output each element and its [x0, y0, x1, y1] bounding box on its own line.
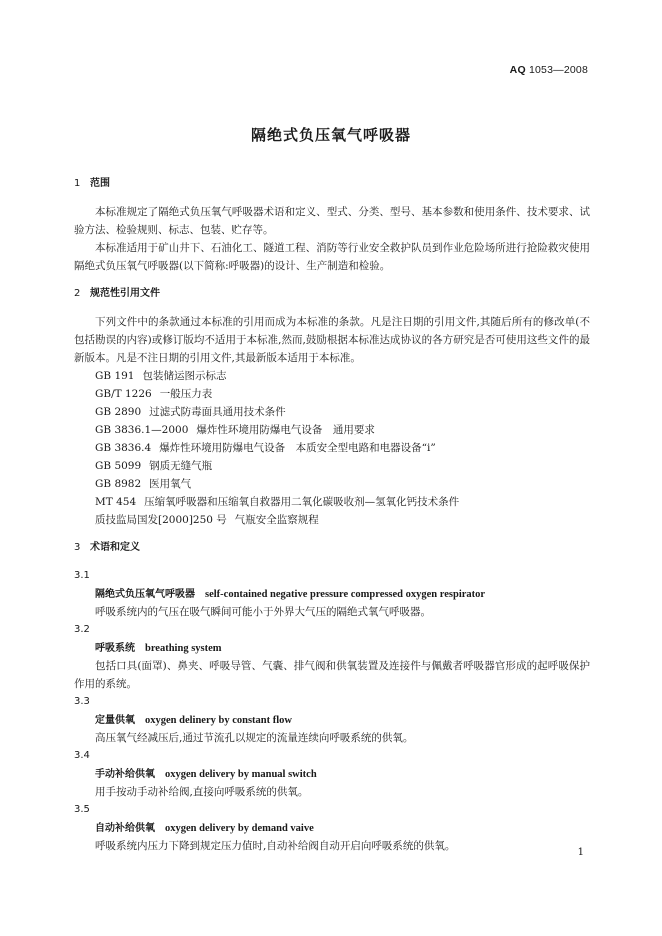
reference-title: 压缩氧呼吸器和压缩氧自救器用二氧化碳吸收剂—氢氧化钙技术条件 [144, 496, 460, 508]
section-number: 2 [74, 288, 81, 299]
standard-year: 2008 [563, 64, 588, 76]
term-zh: 隔绝式负压氧气呼吸器 [95, 589, 195, 600]
reference-code: GB 8982 [95, 478, 142, 490]
reference-item [74, 511, 590, 529]
term-definition: 呼吸系统内的气压在吸气瞬间可能小于外界大气压的隔绝式氧气呼吸器。 [95, 606, 431, 618]
term-en: self-contained negative pressure compressed oxygen respirator [205, 589, 486, 600]
reference-code: GB 5099 [95, 460, 142, 472]
term-zh: 呼吸系统 [95, 643, 135, 654]
term-title [74, 711, 590, 729]
reference-title: 一般压力表 [159, 388, 213, 400]
term-number: 3.3 [74, 696, 90, 707]
reference-item [74, 457, 590, 475]
reference-code: MT 454 [95, 496, 137, 508]
term-definition: 呼吸系统内压力下降到规定压力值时,自动补给阀自动开启向呼吸系统的供氧。 [95, 840, 456, 852]
standard-prefix: AQ [509, 64, 526, 76]
term-zh: 手动补给供氧 [95, 769, 155, 780]
reference-code: GB 3836.1—2000 [95, 424, 189, 436]
term-title [74, 585, 590, 603]
reference-title: 包装储运图示标志 [142, 370, 227, 382]
section-title: 规范性引用文件 [90, 288, 160, 299]
term-title [74, 639, 590, 657]
reference-code: GB 3836.4 [95, 442, 152, 454]
term-definition: 高压氧气经减压后,通过节流孔以规定的流量连续向呼吸系统的供氧。 [95, 732, 414, 744]
reference-code: GB/T 1226 [95, 388, 152, 400]
reference-item [74, 475, 590, 493]
scope-paragraph-1: 本标准规定了隔绝式负压氧气呼吸器术语和定义、型式、分类、型号、基本参数和使用条件、技术要求、试验方法、检验规则、标志、包装、贮存等。 [74, 206, 590, 236]
term-en: breathing system [145, 643, 222, 654]
term-en: oxygen delivery by manual switch [165, 769, 317, 780]
section-number: 1 [74, 178, 81, 189]
standard-dash: — [553, 64, 564, 76]
term-title [74, 765, 590, 783]
reference-code: GB 2890 [95, 406, 142, 418]
references-intro: 下列文件中的条款通过本标准的引用而成为本标准的条款。凡是注日期的引用文件,其随后所有的修改单(不包括勘误的内容)或修订版均不适用于本标准,然而,鼓励根据本标准达成协议的各方研究是否可使用这些文件的最新版本。凡是不注日期的引用文件,其最新版本适用于本标准。 [74, 316, 590, 364]
reference-title: 过滤式防毒面具通用技术条件 [149, 406, 286, 418]
page-number: 1 [577, 847, 584, 858]
section-title: 范围 [90, 178, 110, 189]
section-heading-normative-references [74, 285, 590, 303]
term-zh: 定量供氧 [95, 715, 135, 726]
term-number: 3.1 [74, 570, 90, 581]
document-body [74, 175, 590, 855]
reference-item [74, 421, 590, 439]
section-heading-terms [74, 539, 590, 557]
reference-item [74, 493, 590, 511]
term-definition: 用手按动手动补给阀,直接向呼吸系统的供氧。 [95, 786, 309, 798]
reference-code: 质技监局国发[2000]250 号 [95, 514, 227, 526]
reference-title: 爆炸性环境用防爆电气设备 本质安全型电路和电器设备“i” [159, 442, 436, 454]
reference-title: 钢质无缝气瓶 [149, 460, 213, 472]
reference-title: 气瓶安全监察规程 [234, 514, 319, 526]
section-heading-scope [74, 175, 590, 193]
standard-number: 1053 [528, 64, 554, 76]
term-en: oxygen delinery by constant flow [145, 715, 292, 726]
term-en: oxygen delivery by demand vaive [165, 823, 314, 834]
section-number: 3 [74, 542, 81, 553]
reference-code: GB 191 [95, 370, 135, 382]
reference-item [74, 439, 590, 457]
term-number: 3.5 [74, 804, 90, 815]
scope-paragraph-2: 本标准适用于矿山井下、石油化工、隧道工程、消防等行业安全救护队员到作业危险场所进行抢险救灾使用隔绝式负压氧气呼吸器(以下简称:呼吸器)的设计、生产制造和检验。 [74, 242, 590, 272]
standard-code [510, 64, 588, 76]
term-number: 3.2 [74, 624, 90, 635]
reference-item [74, 403, 590, 421]
reference-item [74, 385, 590, 403]
term-number: 3.4 [74, 750, 90, 761]
section-title: 术语和定义 [90, 542, 140, 553]
term-definition: 包括口具(面罩)、鼻夹、呼吸导管、气囊、排气阀和供氧装置及连接件与佩戴者呼吸器官形成的起呼吸保护作用的系统。 [74, 660, 590, 690]
reference-title: 医用氧气 [149, 478, 192, 490]
reference-title: 爆炸性环境用防爆电气设备 通用要求 [196, 424, 375, 436]
reference-item [74, 367, 590, 385]
term-zh: 自动补给供氧 [95, 823, 155, 834]
term-title [74, 819, 590, 837]
page-title: 隔绝式负压氧气呼吸器 [250, 126, 411, 144]
